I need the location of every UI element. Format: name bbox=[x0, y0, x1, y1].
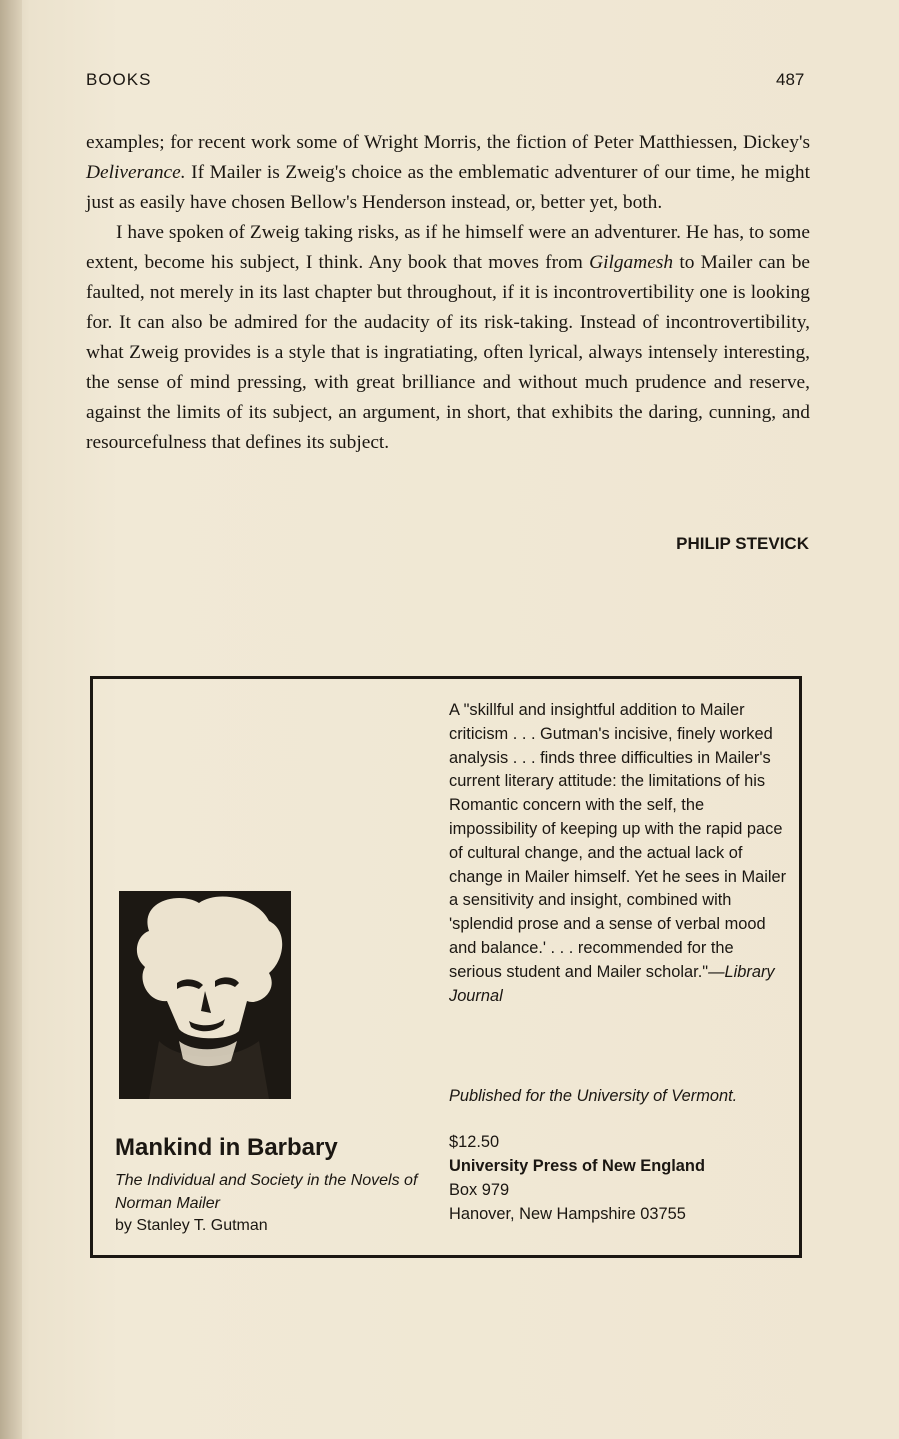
advertised-book-author: by Stanley T. Gutman bbox=[115, 1217, 268, 1234]
publisher-name: University Press of New England bbox=[449, 1157, 705, 1175]
paragraph-1 bbox=[86, 128, 810, 218]
paragraph-2-text-b: to Mailer can be faulted, not merely in its last chapter but throughout, if it is incontrovertibility one is looking for. It can also be admired for the audacity of its risk-taking. Instead of incontrovertibility, what Zweig provides is a style that is ingratiating, often lyrical, always intensely interesting, the sense of mind pressing, with great brilliance and without much prudence and reserve, against the limits of its subject, an argument, in short, that exhibits the daring, cunning, and resourcefulness that defines its subject. bbox=[86, 252, 810, 453]
review-quote-source: —Library Journal bbox=[449, 962, 775, 1005]
advertised-book-subtitle: The Individual and Society in the Novels of Norman Mailer bbox=[115, 1172, 418, 1212]
book-advertisement bbox=[90, 676, 802, 1258]
portrait-illustration bbox=[119, 891, 291, 1099]
book-title-deliverance: Deliverance. bbox=[86, 162, 186, 183]
publisher-address: Hanover, New Hampshire 03755 bbox=[449, 1205, 686, 1223]
paragraph-2 bbox=[86, 218, 810, 458]
page-binding-edge bbox=[0, 0, 22, 1439]
review-quote-text: A "skillful and insightful addition to Mailer criticism . . . Gutman's incisive, finely worked analysis . . . finds three difficulties in Mailer's current literary attitude: the limitations of his Romantic concern with the self, the impossibility of keeping up with the rapid pace of cultural change, and the actual lack of change in Mailer himself. Yet he sees in Mailer a sensitivity and insight, combined with 'splendid prose and a sense of verbal mood and balance.' . . . recommended for the serious student and Mailer scholar." bbox=[449, 701, 787, 981]
paragraph-1-text-a: examples; for recent work some of Wright Morris, the fiction of Peter Matthiessen, Dickey's bbox=[86, 132, 810, 153]
publisher-note: Published for the University of Vermont. bbox=[449, 1087, 738, 1105]
running-header-section: BOOKS bbox=[86, 70, 152, 89]
author-portrait-image bbox=[119, 891, 291, 1099]
publisher-po-box: Box 979 bbox=[449, 1181, 510, 1199]
paragraph-1-text-b: If Mailer is Zweig's choice as the emblematic adventurer of our time, he might just as easily have chosen Bellow's Henderson instead, or, better yet, both. bbox=[86, 162, 810, 213]
page-number: 487 bbox=[776, 70, 805, 89]
review-quote bbox=[449, 699, 791, 1008]
book-title-gilgamesh: Gilgamesh bbox=[589, 252, 674, 273]
advertised-book-title: Mankind in Barbary bbox=[115, 1134, 338, 1161]
book-price: $12.50 bbox=[449, 1133, 500, 1151]
article-text bbox=[86, 128, 810, 458]
reviewer-signature: PHILIP STEVICK bbox=[676, 534, 809, 553]
paragraph-2-text-a: I have spoken of Zweig taking risks, as if he himself were an adventurer. He has, to some extent, become his subject, I think. Any book that moves from bbox=[86, 222, 810, 273]
